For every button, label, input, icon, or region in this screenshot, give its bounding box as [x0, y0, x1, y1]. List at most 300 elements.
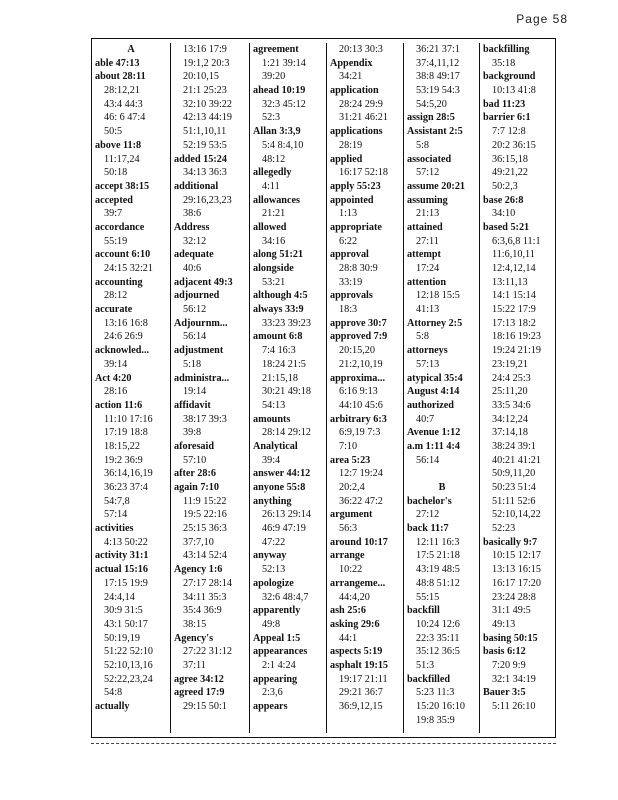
page-references: 13:13 16:15: [492, 564, 541, 576]
index-entry: anyone 55:8: [253, 482, 306, 493]
index-entry: Appendix: [330, 57, 373, 69]
index-entry: backfilling: [483, 44, 530, 55]
page-references: 48:8 51:12: [416, 577, 460, 589]
page-references: 34:13 36:3: [183, 167, 227, 179]
page-references: 19:24 21:19: [492, 345, 541, 357]
index-entry: base 26:8: [483, 194, 524, 206]
index-entry: attorneys: [407, 345, 448, 357]
page-references: 34:16: [262, 235, 286, 247]
page-references: 39:4: [262, 454, 281, 466]
index-entry: approvals: [330, 290, 373, 302]
page-references: 38:15: [183, 618, 207, 630]
page-references: 44:10 45:6: [339, 399, 383, 411]
index-column-2: [170, 43, 250, 733]
index-entry: atypical 35:4: [407, 372, 463, 384]
index-entry: approve 30:7: [330, 317, 387, 329]
page-references: 52:19 53:5: [183, 139, 227, 151]
page-references: 28:12,21: [104, 85, 140, 97]
page-references: 37:7,10: [183, 536, 214, 548]
page-references: 21:15,18: [262, 372, 298, 384]
page-references: 14:1 15:14: [492, 290, 536, 302]
page-references: 19:17 21:11: [339, 673, 388, 685]
page-references: 52:22,23,24: [104, 673, 153, 685]
page-references: 37:4,11,12: [416, 57, 460, 69]
index-entry: applied: [330, 153, 363, 165]
page-references: 22:3 35:11: [416, 632, 460, 644]
page-references: 38:24 39:1: [492, 440, 536, 452]
page-references: 4:11: [262, 180, 280, 192]
page-references: 55:15: [416, 591, 440, 603]
index-entry: agreement: [253, 44, 299, 55]
page-references: 20:2,4: [339, 482, 365, 493]
page-references: 19:5 22:16: [183, 509, 227, 521]
page-references: 38:17 39:3: [183, 413, 227, 425]
page-references: 32:12: [183, 235, 207, 247]
index-entry: actually: [95, 701, 130, 712]
page-references: 24:6 26:9: [104, 331, 143, 343]
page-references: 2:1 4:24: [262, 659, 296, 671]
page-references: 27:11: [416, 235, 439, 247]
index-entry: application: [330, 85, 379, 97]
page-references: 23:19,21: [492, 358, 528, 370]
page-references: 19:8 35:9: [416, 714, 455, 726]
page-references: 5:8: [416, 139, 430, 151]
index-entry: barrier 6:1: [483, 112, 531, 124]
page-references: 17:5 21:18: [416, 550, 460, 562]
index-entry: attempt: [407, 249, 441, 261]
blank-line: [404, 467, 480, 481]
page-references: 27:17 28:14: [183, 577, 232, 589]
index-entry: although 4:5: [253, 290, 308, 302]
page-references: 54:5,20: [416, 98, 447, 110]
page-references: 46: 6 47:4: [104, 112, 146, 124]
page-references: 28:19: [339, 139, 363, 151]
page-references: 36:21 37:1: [416, 44, 460, 55]
page-references: 18:16 19:23: [492, 331, 541, 343]
index-entry: action 11:6: [95, 399, 143, 411]
page-references: 24:15 32:21: [104, 263, 153, 274]
index-entry: affidavit: [174, 399, 211, 411]
page-references: 33:19: [339, 276, 363, 288]
page-references: 5:11 26:10: [492, 701, 536, 712]
page-references: 29:15 50:1: [183, 701, 227, 712]
index-entry: apologize: [253, 577, 294, 589]
page-references: 44:1: [339, 632, 358, 644]
page-references: 19:14: [183, 386, 207, 398]
page-references: 35:4 36:9: [183, 605, 222, 617]
index-entry: alongside: [253, 263, 294, 274]
page-references: 6:16 9:13: [339, 386, 378, 398]
page-references: 26:13 29:14: [262, 509, 311, 521]
page-references: 57:13: [416, 358, 440, 370]
index-entry: area 5:23: [330, 454, 371, 466]
index-entry: apparently: [253, 605, 301, 617]
page-references: 40:7: [416, 413, 435, 425]
page-references: 39:20: [262, 71, 286, 83]
page-references: 49:8: [262, 618, 281, 630]
page-references: 28:16: [104, 386, 128, 398]
page-references: 7:7 12:8: [492, 126, 526, 138]
page-references: 27:12: [416, 509, 440, 521]
page-references: 36:9,12,15: [339, 701, 383, 712]
index-entry: amounts: [253, 413, 291, 425]
index-entry: Attorney 2:5: [407, 317, 463, 329]
index-entry: always 33:9: [253, 304, 304, 316]
index-entry: agree 34:12: [174, 673, 224, 685]
index-column-4: [326, 43, 404, 733]
page-references: 29:16,23,23: [183, 194, 232, 206]
page-references: 57:14: [104, 509, 128, 521]
page-references: 16:17 52:18: [339, 167, 388, 179]
index-entry: accordance: [95, 221, 145, 233]
index-entry: basically 9:7: [483, 536, 538, 548]
page-references: 13:16 17:9: [183, 44, 227, 55]
page-references: 57:12: [416, 167, 440, 179]
page-references: 35:12 36:5: [416, 646, 460, 658]
page-references: 50:23 51:4: [492, 482, 536, 493]
page-references: 35:18: [492, 57, 516, 69]
index-entry: additional: [174, 180, 219, 192]
page-references: 20:13 30:3: [339, 44, 383, 55]
index-entry: Act 4:20: [95, 372, 132, 384]
index-entry: able 47:13: [95, 57, 140, 69]
page-references: 10:24 12:6: [416, 618, 460, 630]
index-entry: bachelor's: [407, 495, 452, 507]
page-references: 40:21 41:21: [492, 454, 541, 466]
page-references: 38:6: [183, 208, 202, 220]
index-entry: basis 6:12: [483, 646, 526, 658]
index-entry: associated: [407, 153, 452, 165]
word-index-table: [91, 38, 556, 738]
index-entry: asphalt 19:15: [330, 659, 389, 671]
page-references: 10:13 41:8: [492, 85, 536, 97]
page-references: 54:8: [104, 687, 123, 699]
page-references: 16:17 17:20: [492, 577, 541, 589]
page-references: 55:19: [104, 235, 128, 247]
index-entry: back 11:7: [407, 523, 449, 535]
index-entry: administra...: [174, 372, 230, 384]
page-references: 18:24 21:5: [262, 358, 306, 370]
index-entry: approxima...: [330, 372, 386, 384]
page-references: 33:5 34:6: [492, 399, 531, 411]
section-letter: A: [127, 44, 135, 55]
index-entry: Allan 3:3,9: [253, 126, 301, 138]
page-references: 19:1,2 20:3: [183, 57, 230, 69]
page-references: 13:16 16:8: [104, 317, 148, 329]
page-references: 32:3 45:12: [262, 98, 306, 110]
index-entry: about 28:11: [95, 71, 146, 83]
page-references: 48:12: [262, 153, 286, 165]
index-entry: a.m 1:11 4:4: [407, 440, 460, 452]
page-references: 54:7,8: [104, 495, 130, 507]
index-entry: Analytical: [253, 440, 298, 452]
page-references: 50:2,3: [492, 180, 518, 192]
page-references: 43:4 44:3: [104, 98, 143, 110]
page-references: 11:10 17:16: [104, 413, 153, 425]
page-references: 15:20 16:10: [416, 701, 465, 712]
index-entry: aspects 5:19: [330, 646, 383, 658]
index-entry: appropriate: [330, 221, 382, 233]
index-entry: allegedly: [253, 167, 292, 179]
page-references: 11:9 15:22: [183, 495, 227, 507]
index-entry: basing 50:15: [483, 632, 538, 644]
index-entry: accounting: [95, 276, 143, 288]
page-number: Page 58: [516, 12, 568, 26]
index-entry: actual 15:16: [95, 564, 148, 576]
index-entry: again 7:10: [174, 482, 219, 493]
page-references: 23:24 28:8: [492, 591, 536, 603]
index-entry: appearances: [253, 646, 308, 658]
page-references: 28:12: [104, 290, 128, 302]
page-references: 36:23 37:4: [104, 482, 148, 493]
page-references: 7:10: [339, 440, 358, 452]
page-references: 52:3: [262, 112, 281, 124]
page-references: 51:1,10,11: [183, 126, 227, 138]
page-references: 11:17,24: [104, 153, 140, 165]
index-entry: around 10:17: [330, 536, 388, 548]
page-references: 37:14,18: [492, 427, 528, 439]
page-references: 21:2,10,19: [339, 358, 383, 370]
page-references: 20:2 36:15: [492, 139, 536, 151]
index-entry: Address: [174, 221, 210, 233]
page-references: 18:15,22: [104, 440, 140, 452]
page-references: 43:14 52:4: [183, 550, 227, 562]
page-references: 12:4,12,14: [492, 263, 536, 274]
page-references: 34:21: [339, 71, 363, 83]
index-entry: Bauer 3:5: [483, 687, 526, 699]
index-entry: attention: [407, 276, 447, 288]
page-references: 39:14: [104, 358, 128, 370]
page-references: 42:13 44:19: [183, 112, 232, 124]
page-references: 30:9 31:5: [104, 605, 143, 617]
page-references: 25:15 36:3: [183, 523, 227, 535]
page-references: 39:7: [104, 208, 123, 220]
page-references: 6:3,6,8 11:1: [492, 235, 541, 247]
page-references: 51:11 52:6: [492, 495, 536, 507]
index-entry: added 15:24: [174, 153, 227, 165]
page-references: 1:21 39:14: [262, 57, 306, 69]
page-references: 52:13: [262, 564, 286, 576]
page-references: 52:23: [492, 523, 516, 535]
index-entry: Avenue 1:12: [407, 427, 461, 439]
page-references: 54:13: [262, 399, 286, 411]
page-references: 46:9 47:19: [262, 523, 306, 535]
index-column-3: [249, 43, 327, 733]
page-references: 5:23 11:3: [416, 687, 455, 699]
index-entry: appears: [253, 701, 288, 712]
page-references: 7:20 9:9: [492, 659, 526, 671]
page-references: 43:1 50:17: [104, 618, 148, 630]
page-references: 36:22 47:2: [339, 495, 383, 507]
page-references: 53:19 54:3: [416, 85, 460, 97]
index-entry: arbitrary 6:3: [330, 413, 387, 425]
page-references: 44:4,20: [339, 591, 370, 603]
page-references: 43:19 48:5: [416, 564, 460, 576]
page-references: 32:1 34:19: [492, 673, 536, 685]
index-entry: assign 28:5: [407, 112, 455, 124]
index-entry: adequate: [174, 249, 214, 261]
page-references: 56:3: [339, 523, 358, 535]
page-references: 57:10: [183, 454, 207, 466]
index-entry: approval: [330, 249, 369, 261]
page-references: 31:21 46:21: [339, 112, 388, 124]
page-references: 52:10,14,22: [492, 509, 541, 521]
page-references: 24:4,14: [104, 591, 135, 603]
index-entry: argument: [330, 509, 373, 521]
index-entry: activity 31:1: [95, 550, 149, 562]
page-references: 12:18 15:5: [416, 290, 460, 302]
page-references: 49:13: [492, 618, 516, 630]
index-entry: account 6:10: [95, 249, 151, 261]
index-entry: activities: [95, 523, 134, 535]
index-entry: accept 38:15: [95, 180, 150, 192]
index-entry: accepted: [95, 194, 133, 206]
page-references: 24:4 25:3: [492, 372, 531, 384]
page-references: 34:12,24: [492, 413, 528, 425]
page-references: 21:13: [416, 208, 440, 220]
index-entry: appointed: [330, 194, 374, 206]
page-references: 17:13 18:2: [492, 317, 536, 329]
page-references: 5:4 8:4,10: [262, 139, 304, 151]
page-references: 4:13 50:22: [104, 536, 148, 548]
index-entry: anyway: [253, 550, 287, 562]
index-entry: acknowled...: [95, 345, 150, 357]
index-entry: along 51:21: [253, 249, 304, 261]
page-references: 1:13: [339, 208, 358, 220]
index-entry: anything: [253, 495, 292, 507]
page-references: 32:10 39:22: [183, 98, 232, 110]
page-references: 32:6 48:4,7: [262, 591, 309, 603]
page-references: 31:1 49:5: [492, 605, 531, 617]
page-references: 25:11,20: [492, 386, 528, 398]
page-references: 49:21,22: [492, 167, 528, 179]
page-references: 47:22: [262, 536, 286, 548]
index-entry: apply 55:23: [330, 180, 381, 192]
index-entry: authorized: [407, 399, 454, 411]
index-entry: Agency's: [174, 632, 214, 644]
index-column-1: [92, 43, 170, 733]
page-references: 33:23 39:23: [262, 317, 311, 329]
index-column-5: [403, 43, 480, 733]
page-references: 11:6,10,11: [492, 249, 535, 261]
page-references: 6:9,19 7:3: [339, 427, 381, 439]
index-entry: adjustment: [174, 345, 224, 357]
page-references: 12:7 19:24: [339, 468, 383, 480]
page-references: 28:24 29:9: [339, 98, 383, 110]
page-references: 28:8 30:9: [339, 263, 378, 274]
page-references: 34:10: [492, 208, 516, 220]
index-entry: backfill: [407, 605, 440, 617]
page-references: 50:18: [104, 167, 128, 179]
page-references: 5:8: [416, 331, 430, 343]
page-references: 21:21: [262, 208, 286, 220]
index-entry: after 28:6: [174, 468, 216, 480]
page-references: 51:3: [416, 659, 435, 671]
page-references: 50:5: [104, 126, 123, 138]
index-entry: arrange: [330, 550, 365, 562]
index-entry: allowances: [253, 194, 300, 206]
page-references: 10:15 12:17: [492, 550, 541, 562]
page-references: 50:19,19: [104, 632, 140, 644]
index-column-6: [479, 43, 557, 733]
page-references: 15:22 17:9: [492, 304, 536, 316]
index-entry: adjourned: [174, 290, 220, 302]
page-references: 19:2 36:9: [104, 454, 143, 466]
index-entry: ahead 10:19: [253, 85, 306, 97]
index-entry: background: [483, 71, 536, 83]
page-references: 39:8: [183, 427, 202, 439]
index-entry: Adjournm...: [174, 317, 228, 329]
index-entry: Agency 1:6: [174, 564, 223, 576]
index-entry: Assistant 2:5: [407, 126, 463, 138]
index-entry: asking 29:6: [330, 618, 380, 630]
index-entry: August 4:14: [407, 386, 460, 398]
page-references: 20:15,20: [339, 345, 375, 357]
page-references: 56:14: [416, 454, 440, 466]
page-references: 6:22: [339, 235, 358, 247]
index-entry: based 5:21: [483, 221, 530, 233]
index-entry: Appeal 1:5: [253, 632, 301, 644]
index-entry: assuming: [407, 194, 448, 206]
page-references: 51:22 52:10: [104, 646, 153, 658]
page-references: 56:12: [183, 304, 207, 316]
page-references: 2:3,6: [262, 687, 283, 699]
page-references: 40:6: [183, 263, 202, 274]
page-references: 38:8 49:17: [416, 71, 460, 83]
index-entry: arrangeme...: [330, 577, 386, 589]
page-references: 36:15,18: [492, 153, 528, 165]
page-references: 5:18: [183, 358, 202, 370]
page-references: 17:24: [416, 263, 440, 274]
page-references: 17:15 19:9: [104, 577, 148, 589]
page-references: 20:10,15: [183, 71, 219, 83]
page-references: 12:11 16:3: [416, 536, 460, 548]
footer-rule: [91, 743, 556, 744]
index-entry: aforesaid: [174, 440, 214, 452]
page-references: 37:11: [183, 659, 206, 671]
page-references: 29:21 36:7: [339, 687, 383, 699]
index-entry: applications: [330, 126, 383, 138]
index-entry: appearing: [253, 673, 298, 685]
page-references: 52:10,13,16: [104, 659, 153, 671]
page-references: 21:1 25:23: [183, 85, 227, 97]
index-entry: backfilled: [407, 673, 451, 685]
page-references: 18:3: [339, 304, 358, 316]
index-entry: bad 11:23: [483, 98, 526, 110]
index-entry: allowed: [253, 221, 287, 233]
page-references: 34:11 35:3: [183, 591, 227, 603]
page-references: 30:21 49:18: [262, 386, 311, 398]
index-entry: approved 7:9: [330, 331, 388, 343]
index-entry: answer 44:12: [253, 468, 311, 480]
index-entry: ash 25:6: [330, 605, 366, 617]
page-references: 36:14,16,19: [104, 468, 153, 480]
section-letter: B: [438, 482, 446, 493]
page-references: 27:22 31:12: [183, 646, 232, 658]
index-entry: assume 20:21: [407, 180, 466, 192]
page-references: 7:4 16:3: [262, 345, 296, 357]
page-references: 28:14 29:12: [262, 427, 311, 439]
page-references: 41:13: [416, 304, 440, 316]
page-references: 53:21: [262, 276, 286, 288]
page-references: 17:19 18:8: [104, 427, 148, 439]
index-entry: agreed 17:9: [174, 687, 225, 699]
index-entry: attained: [407, 221, 443, 233]
index-entry: amount 6:8: [253, 331, 303, 343]
index-entry: above 11:8: [95, 139, 142, 151]
index-entry: adjacent 49:3: [174, 276, 233, 288]
index-entry: accurate: [95, 304, 133, 316]
